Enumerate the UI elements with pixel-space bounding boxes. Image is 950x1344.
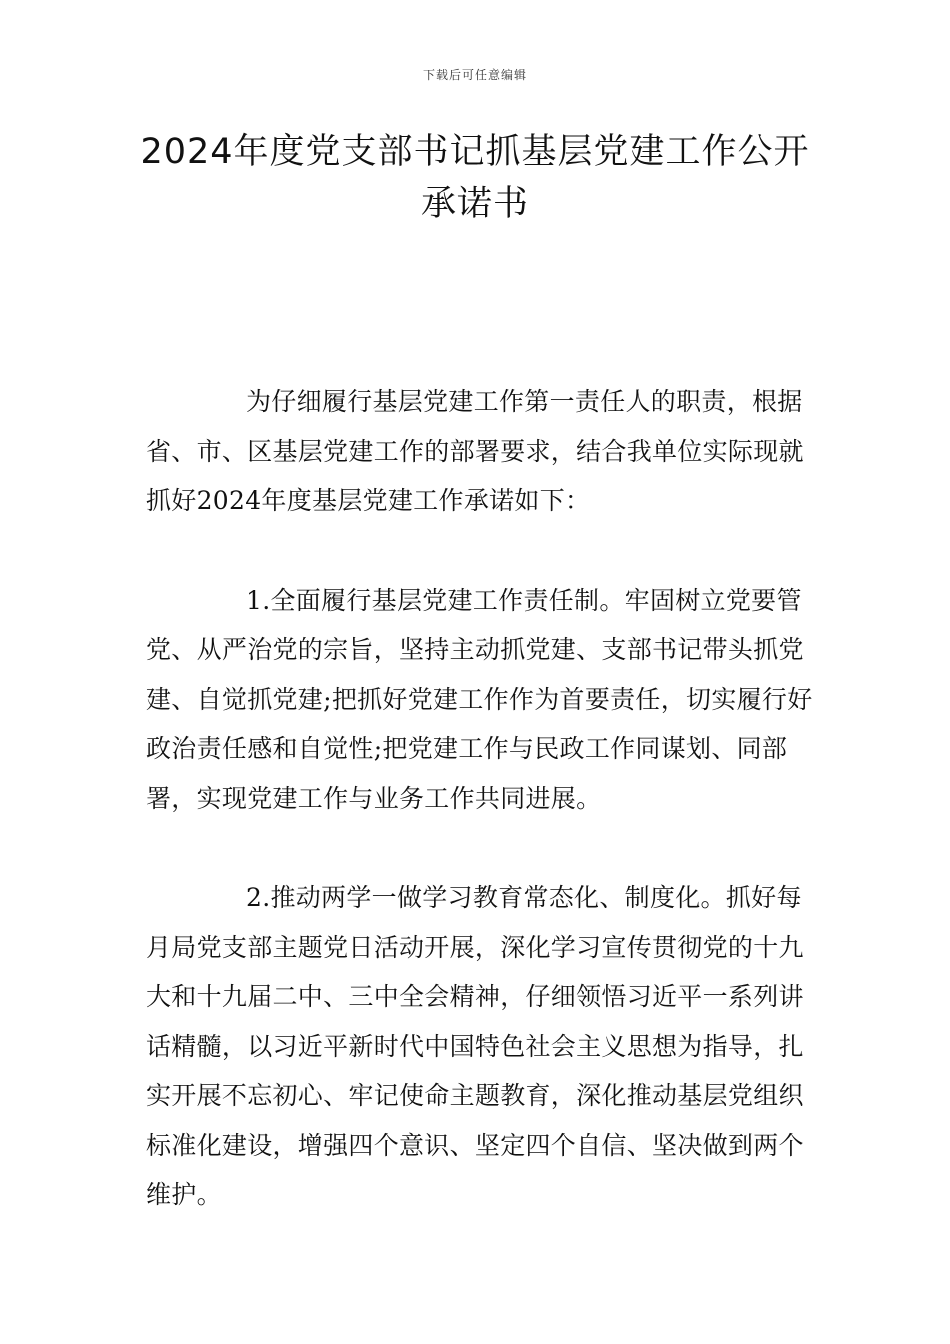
document-title xyxy=(120,126,830,230)
document-title-line-1: 2024年度党支部书记抓基层党建工作公开 xyxy=(140,132,810,172)
paragraph-intro: 为仔细履行基层党建工作第一责任人的职责，根据省、市、区基层党建工作的部署要求，结合我单位实际现就抓好2024年度基层党建工作承诺如下： xyxy=(146,387,804,515)
paragraph-item-2: 2.推动两学一做学习教育常态化、制度化。抓好每月局党支部主题党日活动开展，深化学习宣传贯彻党的十九大和十九届二中、三中全会精神，仔细领悟习近平一系列讲话精髓，以习近平新时代中国特色社会主义思想为指导，扎实开展不忘初心、牢记使命主题教育，深化推动基层党组织标准化建设，增强四个意识、坚定四个自信、坚决做到两个维护。 xyxy=(146,883,804,1209)
document-body xyxy=(146,377,826,1270)
header-note: 下载后可任意编辑 xyxy=(422,68,527,82)
paragraph-item-1: 1.全面履行基层党建工作责任制。牢固树立党要管党、从严治党的宗旨，坚持主动抓党建、支部书记带头抓党建、自觉抓党建;把抓好党建工作作为首要责任，切实履行好政治责任感和自觉性;把党建工作与民政工作同谋划、同部署，实现党建工作与业务工作共同进展。 xyxy=(146,585,813,813)
document-title-line-2: 承诺书 xyxy=(420,184,529,224)
